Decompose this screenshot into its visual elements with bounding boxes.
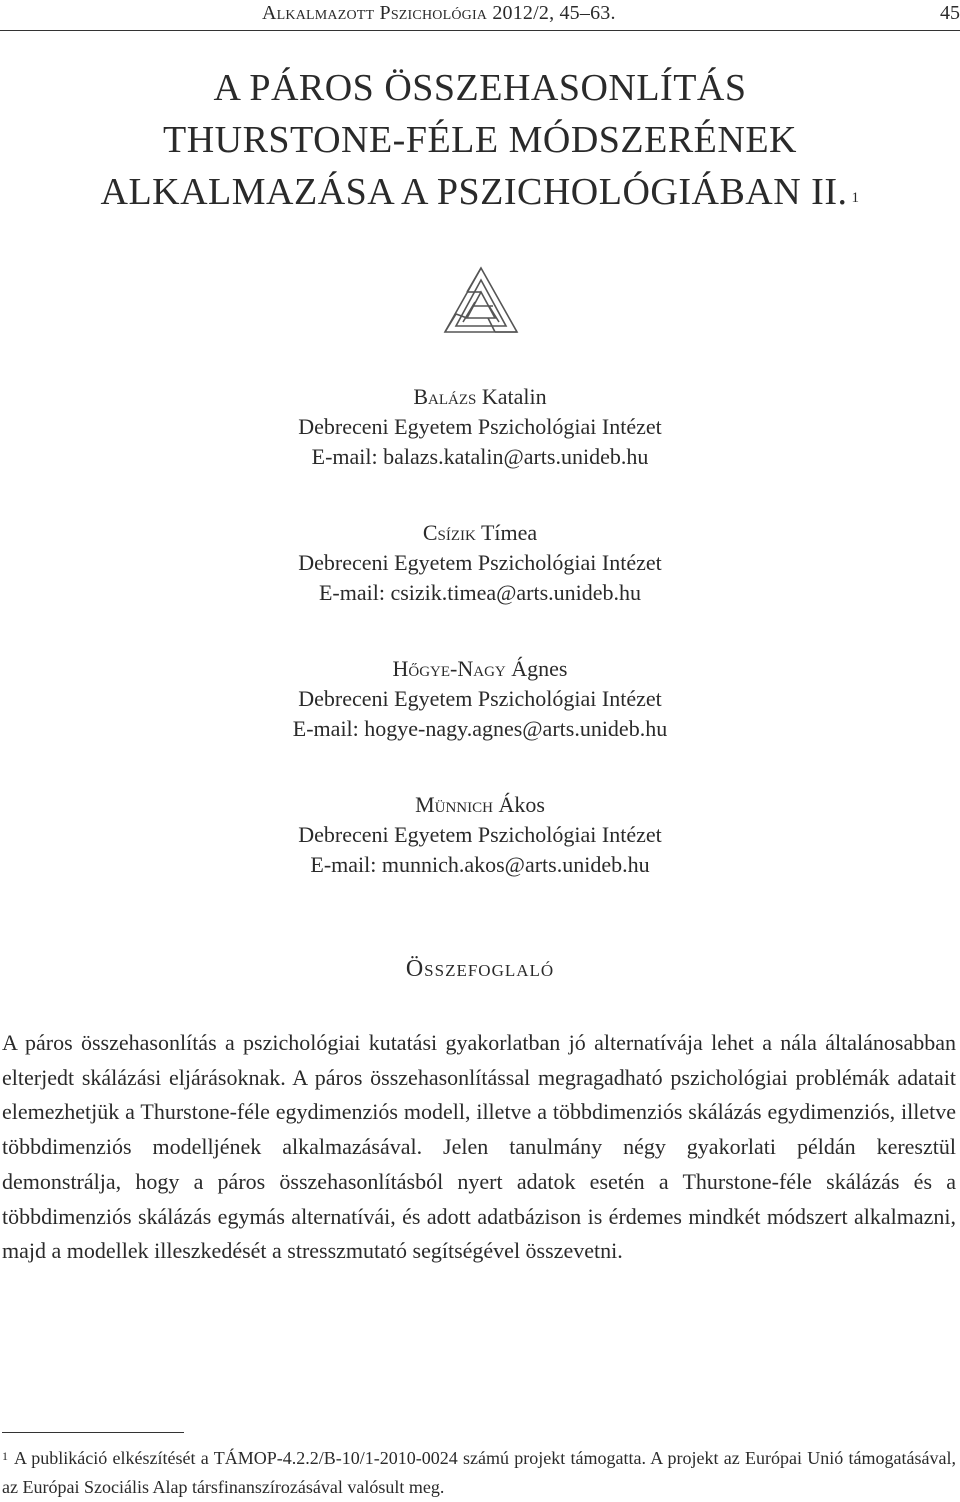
author-block-1 <box>0 382 960 472</box>
author-block-3 <box>0 654 960 744</box>
footnote-text: A publikáció elkészítését a TÁMOP-4.2.2/B-10/1-2010-0024 számú projekt támogatta. A projekt az Európai Unió támogatásával, az Európai Szociális Alap társfinanszírozásával valósult meg. <box>2 1448 956 1497</box>
author-given-name: Ágnes <box>511 656 568 681</box>
author-affiliation: Debreceni Egyetem Pszichológiai Intézet <box>298 414 662 439</box>
title-line-2: THURSTONE-FÉLE MÓDSZERÉNEK <box>162 119 797 161</box>
author-block-2 <box>0 518 960 608</box>
author-surname: Balázs <box>413 384 477 409</box>
author-email: E-mail: hogye-nagy.agnes@arts.unideb.hu <box>292 716 668 741</box>
author-surname: Hőgye-Nagy <box>392 656 506 681</box>
author-surname: Münnich <box>415 792 493 817</box>
author-name <box>0 518 960 548</box>
journal-issue: 2012/2, 45–63. <box>492 2 616 24</box>
abstract-heading: Összefoglaló <box>405 956 555 982</box>
author-name <box>0 790 960 820</box>
author-given-name: Ákos <box>498 792 545 817</box>
author-affiliation: Debreceni Egyetem Pszichológiai Intézet <box>298 686 662 711</box>
title-line-3-text: ALKALMAZÁSA A PSZICHOLÓGIÁBAN II. <box>100 171 848 213</box>
author-affiliation: Debreceni Egyetem Pszichológiai Intézet <box>298 550 662 575</box>
title-line-3 <box>0 166 960 218</box>
running-header <box>0 0 960 31</box>
author-affiliation: Debreceni Egyetem Pszichológiai Intézet <box>298 822 662 847</box>
author-block-4 <box>0 790 960 880</box>
journal-name: Alkalmazott Pszichológia <box>262 2 488 24</box>
title-footnote-mark: 1 <box>851 190 860 206</box>
author-name <box>0 382 960 412</box>
footnote-divider <box>2 1432 184 1433</box>
journal-citation <box>262 0 616 26</box>
author-surname: Csízik <box>422 520 476 545</box>
abstract-text: A páros összehasonlítás a pszichológiai kutatási gyakorlatban jó alternatívája lehet a nála általánosabban elterjedt skálázási eljárásoknak. A páros összehasonlítással megragadható pszichológiai problémák adatait elemezhetjük a Thurstone-féle egydimenziós modell, illetve a többdimenziós skálázás egydimenziós, illetve többdimenziós modelljének alkalmazásával. Jelen tanulmány négy gyakorlati példán keresztül demonstrálja, hogy a páros összehasonlításból nyert adatok esetén a Thurstone-féle skálázás és a többdimenziós skálázás egymás alternatívái, és adott adatbázison is érdemes mindkét módszert alkalmazni, majd a modellek illeszkedését a stresszmutató segítségével összevetni. <box>2 1030 956 1264</box>
author-name <box>0 654 960 684</box>
author-given-name: Tímea <box>480 520 538 545</box>
article-title <box>0 62 960 218</box>
footnote-mark: 1 <box>2 1449 8 1463</box>
impossible-triangle-logo-icon <box>443 266 519 336</box>
author-email: E-mail: csizik.timea@arts.unideb.hu <box>318 580 642 605</box>
author-given-name: Katalin <box>481 384 547 409</box>
page-number: 45 <box>940 2 960 24</box>
title-line-1: A PÁROS ÖSSZEHASONLÍTÁS <box>213 67 747 109</box>
author-email: E-mail: balazs.katalin@arts.unideb.hu <box>311 444 649 469</box>
author-email: E-mail: munnich.akos@arts.unideb.hu <box>310 852 650 877</box>
footnote <box>2 1444 956 1502</box>
